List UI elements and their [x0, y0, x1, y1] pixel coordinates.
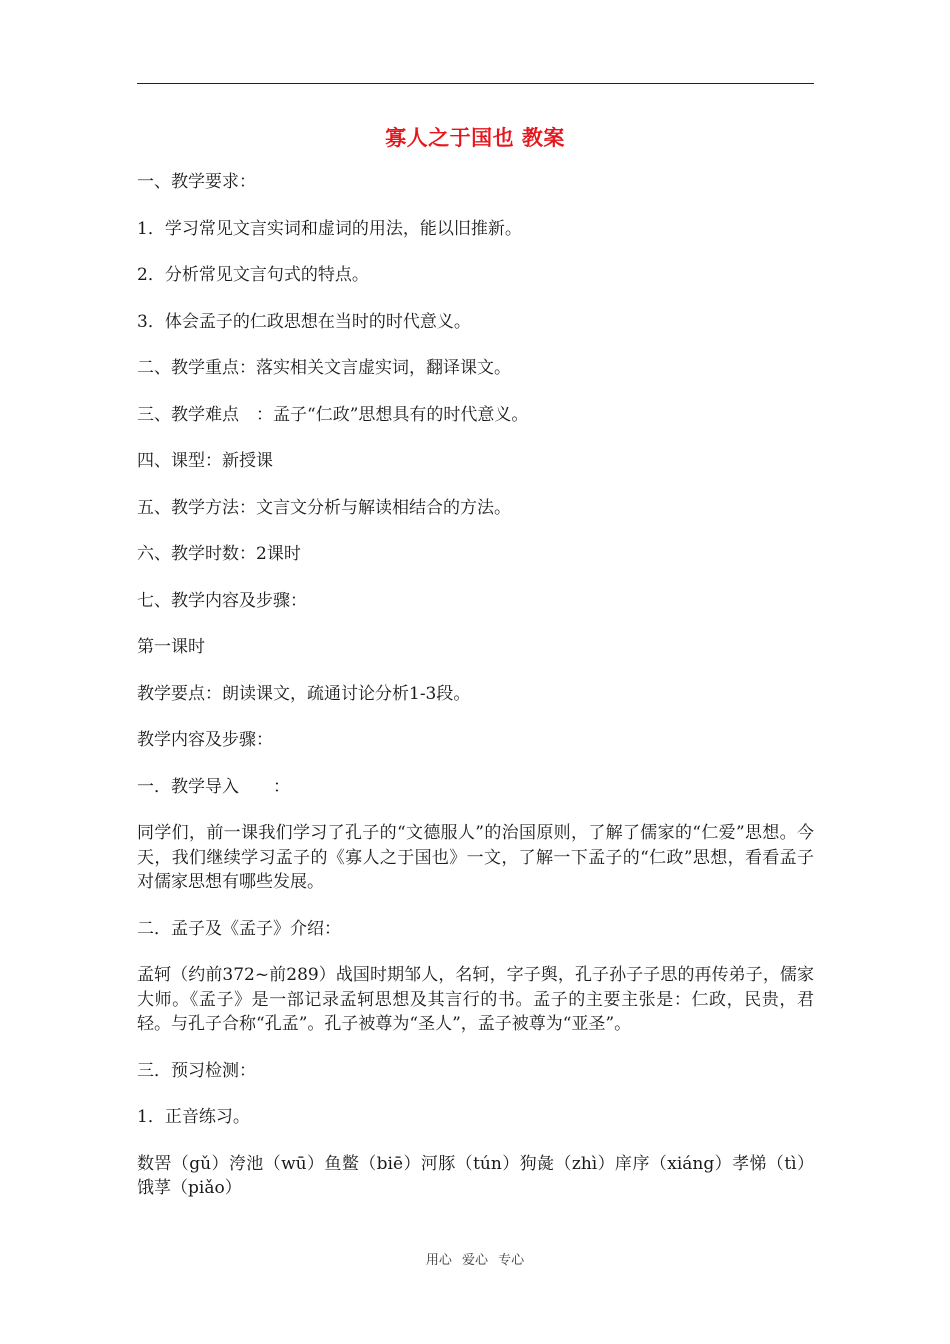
lesson-one-heading: 第一课时	[137, 637, 205, 657]
requirement-item-3: 3．体会孟子的仁政思想在当时的时代意义。	[137, 311, 471, 332]
requirement-item-2: 2．分析常见文言句式的特点。	[137, 265, 369, 285]
section-class-hours: 六、教学时数：2课时	[137, 544, 301, 564]
document-title: 寡人之于国也 教案	[385, 126, 565, 150]
pronunciation-heading: 1．正音练习。	[137, 1107, 250, 1127]
section-teaching-method: 五、教学方法：文言文分析与解读相结合的方法。	[137, 497, 511, 518]
pronunciation-list: 数罟（gǔ）洿池（wū）鱼鳖（biē）河豚（tún）狗彘（zhì）庠序（xiáng）孝悌（tì）饿莩（piǎo）	[137, 1153, 814, 1198]
section-difficulties: 三、教学难点 ：孟子“仁政”思想具有的时代意义。	[137, 404, 529, 425]
header-rule	[137, 83, 814, 84]
section-lesson-type: 四、课型：新授课	[137, 451, 273, 471]
page-footer: 用心 爱心 专心	[425, 1253, 525, 1268]
section-content-steps: 七、教学内容及步骤：	[137, 590, 307, 611]
lesson-key-points: 教学要点：朗读课文，疏通讨论分析1-3段。	[137, 683, 471, 704]
introduction-paragraph: 同学们，前一课我们学习了孔子的“文德服人”的治国原则，了解了儒家的“仁爱”思想。今天，我们继续学习孟子的《寡人之于国也》一文，了解一下孟子的“仁政”思想，看看孟子对儒家思想有哪些发展。	[137, 823, 814, 892]
mencius-paragraph: 孟轲（约前372~前289）战国时期邹人，名轲，字子舆，孔子孙子子思的再传弟子，儒家大师。《孟子》是一部记录孟轲思想及其言行的书。孟子的主要主张是：仁政，民贵，君轻。与孔子合称“孔孟”。孔子被尊为“圣人”，孟子被尊为“亚圣”。	[137, 965, 814, 1034]
step-preview-heading: 三．预习检测：	[137, 1060, 256, 1081]
document-body	[137, 170, 814, 1223]
step-mencius-heading: 二．孟子及《孟子》介绍：	[137, 918, 341, 939]
lesson-content-heading: 教学内容及步骤：	[137, 730, 273, 750]
section-key-points: 二、教学重点：落实相关文言虚实词，翻译课文。	[137, 358, 511, 378]
requirement-item-1: 1．学习常见文言实词和虚词的用法，能以旧推新。	[137, 218, 522, 239]
section-heading-requirements: 一、教学要求：	[137, 172, 256, 192]
step-introduction-heading: 一．教学导入 ：	[137, 776, 290, 797]
